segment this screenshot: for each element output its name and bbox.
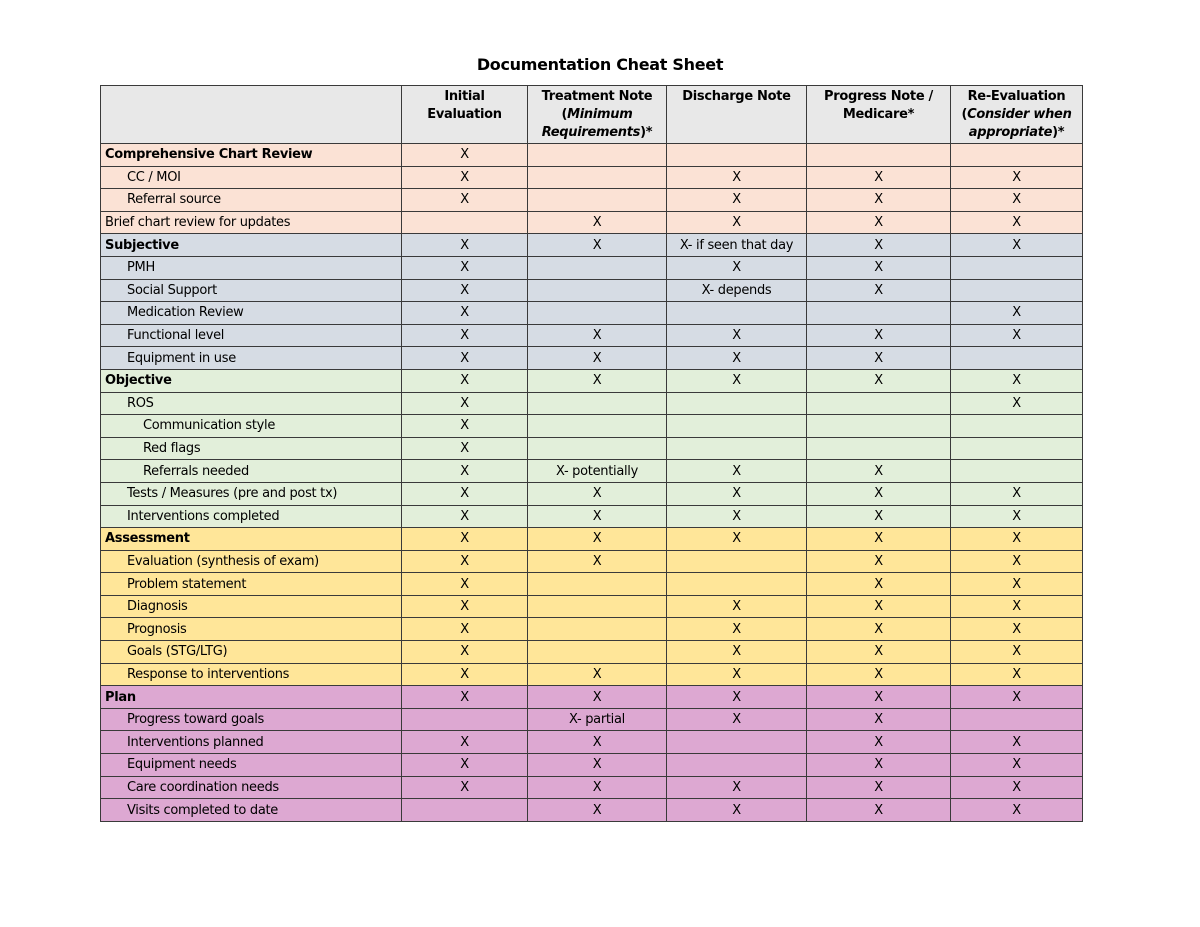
table-cell: X bbox=[951, 754, 1083, 777]
row-label: Visits completed to date bbox=[101, 799, 402, 822]
table-cell: X bbox=[528, 799, 667, 822]
table-row bbox=[101, 663, 1083, 686]
row-label: Medication Review bbox=[101, 302, 402, 325]
table-cell: X bbox=[951, 686, 1083, 709]
table-cell bbox=[667, 573, 807, 596]
table-cell: X bbox=[807, 708, 951, 731]
row-label: Care coordination needs bbox=[101, 776, 402, 799]
table-cell: X bbox=[667, 618, 807, 641]
table-cell: X bbox=[528, 550, 667, 573]
row-label: Objective bbox=[101, 369, 402, 392]
row-label: Prognosis bbox=[101, 618, 402, 641]
table-cell bbox=[951, 708, 1083, 731]
table-row bbox=[101, 437, 1083, 460]
table-cell: X- potentially bbox=[528, 460, 667, 483]
table-cell bbox=[528, 595, 667, 618]
table-cell: X bbox=[528, 776, 667, 799]
table-cell: X bbox=[951, 302, 1083, 325]
table-cell: X bbox=[402, 347, 528, 370]
table-cell: X bbox=[807, 211, 951, 234]
table-row bbox=[101, 166, 1083, 189]
table-row bbox=[101, 234, 1083, 257]
table-cell: X bbox=[951, 731, 1083, 754]
column-header bbox=[402, 86, 528, 144]
table-cell bbox=[402, 211, 528, 234]
table-cell: X bbox=[951, 799, 1083, 822]
table-cell: X bbox=[807, 731, 951, 754]
table-cell: X bbox=[528, 663, 667, 686]
table-row bbox=[101, 754, 1083, 777]
table-row bbox=[101, 256, 1083, 279]
table-cell bbox=[528, 641, 667, 664]
header-row bbox=[101, 86, 1083, 144]
table-cell: X bbox=[528, 505, 667, 528]
table-cell: X bbox=[402, 234, 528, 257]
table-cell: X bbox=[807, 166, 951, 189]
table-cell: X- if seen that day bbox=[667, 234, 807, 257]
table-cell bbox=[951, 279, 1083, 302]
row-label: Subjective bbox=[101, 234, 402, 257]
table-cell: X bbox=[951, 618, 1083, 641]
table-cell bbox=[528, 415, 667, 438]
table-row bbox=[101, 302, 1083, 325]
table-cell: X bbox=[667, 347, 807, 370]
page-title: Documentation Cheat Sheet bbox=[476, 55, 724, 74]
table-cell: X bbox=[667, 595, 807, 618]
table-cell bbox=[528, 279, 667, 302]
table-cell bbox=[528, 573, 667, 596]
column-header-text: Re-Evaluation ( bbox=[961, 89, 1066, 122]
row-label: Interventions completed bbox=[101, 505, 402, 528]
table-cell bbox=[667, 550, 807, 573]
table-cell: X bbox=[402, 256, 528, 279]
table-cell: X bbox=[528, 324, 667, 347]
table-cell: X bbox=[402, 302, 528, 325]
table-cell bbox=[528, 144, 667, 167]
table-cell: X bbox=[667, 166, 807, 189]
table-cell: X bbox=[807, 256, 951, 279]
table-row bbox=[101, 618, 1083, 641]
table-row bbox=[101, 528, 1083, 551]
table-cell: X bbox=[667, 482, 807, 505]
column-header bbox=[807, 86, 951, 144]
table-cell: X bbox=[667, 708, 807, 731]
column-header bbox=[951, 86, 1083, 144]
table-row bbox=[101, 347, 1083, 370]
column-header bbox=[528, 86, 667, 144]
column-header-text: Treatment Note ( bbox=[541, 89, 653, 122]
table-cell: X bbox=[667, 663, 807, 686]
table-cell: X- depends bbox=[667, 279, 807, 302]
table-row bbox=[101, 369, 1083, 392]
table-cell: X bbox=[402, 144, 528, 167]
table-cell: X bbox=[402, 528, 528, 551]
table-cell bbox=[807, 144, 951, 167]
row-label: Interventions planned bbox=[101, 731, 402, 754]
table-cell: X bbox=[402, 618, 528, 641]
table-cell: X bbox=[807, 324, 951, 347]
table-row bbox=[101, 211, 1083, 234]
table-cell bbox=[951, 144, 1083, 167]
table-cell bbox=[528, 618, 667, 641]
row-label: Assessment bbox=[101, 528, 402, 551]
table-row bbox=[101, 392, 1083, 415]
table-cell: X bbox=[402, 641, 528, 664]
table-row bbox=[101, 776, 1083, 799]
table-row bbox=[101, 731, 1083, 754]
table-cell: X bbox=[667, 324, 807, 347]
table-row bbox=[101, 686, 1083, 709]
table-cell: X bbox=[807, 528, 951, 551]
table-cell bbox=[951, 415, 1083, 438]
table-cell: X bbox=[951, 776, 1083, 799]
row-label: PMH bbox=[101, 256, 402, 279]
table-cell: X bbox=[951, 166, 1083, 189]
row-label: Red flags bbox=[101, 437, 402, 460]
table-cell: X bbox=[951, 482, 1083, 505]
table-cell: X bbox=[807, 460, 951, 483]
table-cell: X bbox=[807, 505, 951, 528]
table-cell bbox=[528, 392, 667, 415]
table-row bbox=[101, 799, 1083, 822]
table-cell: X bbox=[402, 573, 528, 596]
table-cell: X bbox=[528, 482, 667, 505]
table-row bbox=[101, 189, 1083, 212]
table-cell bbox=[528, 302, 667, 325]
row-label: Referral source bbox=[101, 189, 402, 212]
table-cell bbox=[807, 415, 951, 438]
table-cell: X bbox=[951, 234, 1083, 257]
table-cell bbox=[402, 708, 528, 731]
table-cell: X bbox=[807, 482, 951, 505]
table-row bbox=[101, 460, 1083, 483]
table-cell: X bbox=[807, 550, 951, 573]
table-cell: X bbox=[528, 731, 667, 754]
table-cell bbox=[667, 731, 807, 754]
table-cell: X bbox=[807, 754, 951, 777]
table-cell: X bbox=[951, 505, 1083, 528]
table-cell: X bbox=[807, 347, 951, 370]
table-cell bbox=[667, 302, 807, 325]
table-cell bbox=[528, 437, 667, 460]
table-cell: X bbox=[402, 663, 528, 686]
table-cell: X bbox=[667, 256, 807, 279]
row-label: Response to interventions bbox=[101, 663, 402, 686]
row-label: Tests / Measures (pre and post tx) bbox=[101, 482, 402, 505]
row-label: Equipment in use bbox=[101, 347, 402, 370]
table-cell bbox=[951, 460, 1083, 483]
table-cell: X bbox=[528, 234, 667, 257]
table-cell: X bbox=[667, 211, 807, 234]
table-cell: X bbox=[807, 663, 951, 686]
table-cell bbox=[667, 754, 807, 777]
row-label: Equipment needs bbox=[101, 754, 402, 777]
table-cell: X bbox=[402, 437, 528, 460]
table-cell: X bbox=[951, 528, 1083, 551]
table-cell: X bbox=[951, 663, 1083, 686]
row-label: Referrals needed bbox=[101, 460, 402, 483]
documentation-table bbox=[100, 85, 1083, 822]
table-row bbox=[101, 324, 1083, 347]
column-header-text: Progress Note / Medicare* bbox=[823, 89, 934, 122]
table-cell bbox=[667, 144, 807, 167]
table-cell: X bbox=[667, 686, 807, 709]
table-row bbox=[101, 144, 1083, 167]
table-cell: X bbox=[402, 415, 528, 438]
table-cell: X bbox=[807, 799, 951, 822]
table-cell: X bbox=[951, 595, 1083, 618]
table-cell: X bbox=[807, 618, 951, 641]
row-label: Diagnosis bbox=[101, 595, 402, 618]
table-cell: X bbox=[807, 641, 951, 664]
table-cell: X- partial bbox=[528, 708, 667, 731]
table-cell: X bbox=[402, 324, 528, 347]
column-header-text: Consider when appropriate bbox=[967, 107, 1072, 140]
table-cell: X bbox=[402, 686, 528, 709]
table-cell bbox=[528, 256, 667, 279]
row-label: Functional level bbox=[101, 324, 402, 347]
row-label: CC / MOI bbox=[101, 166, 402, 189]
column-header-text: Minimum Requirements bbox=[541, 107, 641, 140]
table-cell: X bbox=[951, 550, 1083, 573]
table-cell: X bbox=[402, 595, 528, 618]
table-cell: X bbox=[951, 573, 1083, 596]
table-cell: X bbox=[402, 505, 528, 528]
column-header-text: )* bbox=[1052, 125, 1065, 140]
table-cell: X bbox=[951, 189, 1083, 212]
table-cell: X bbox=[807, 279, 951, 302]
row-label: Brief chart review for updates bbox=[101, 211, 402, 234]
table-row bbox=[101, 595, 1083, 618]
table-cell: X bbox=[402, 369, 528, 392]
column-header-text: Initial Evaluation bbox=[427, 89, 502, 122]
row-label: Comprehensive Chart Review bbox=[101, 144, 402, 167]
table-cell bbox=[528, 189, 667, 212]
table-cell bbox=[807, 302, 951, 325]
table-cell bbox=[951, 256, 1083, 279]
table-cell: X bbox=[667, 799, 807, 822]
table-cell: X bbox=[402, 392, 528, 415]
table-cell: X bbox=[951, 211, 1083, 234]
row-label: Progress toward goals bbox=[101, 708, 402, 731]
table-cell bbox=[667, 415, 807, 438]
column-header-text: )* bbox=[640, 125, 653, 140]
row-label: Problem statement bbox=[101, 573, 402, 596]
table-cell: X bbox=[402, 460, 528, 483]
table-cell: X bbox=[402, 482, 528, 505]
table-cell: X bbox=[667, 505, 807, 528]
table-cell: X bbox=[807, 189, 951, 212]
table-cell: X bbox=[402, 279, 528, 302]
table-row bbox=[101, 641, 1083, 664]
table-cell: X bbox=[807, 234, 951, 257]
row-label: Social Support bbox=[101, 279, 402, 302]
table-cell bbox=[807, 437, 951, 460]
table-cell bbox=[667, 392, 807, 415]
table-row bbox=[101, 415, 1083, 438]
table-cell: X bbox=[667, 189, 807, 212]
table-cell bbox=[402, 799, 528, 822]
table-cell bbox=[951, 437, 1083, 460]
row-label: Evaluation (synthesis of exam) bbox=[101, 550, 402, 573]
table-cell: X bbox=[951, 369, 1083, 392]
table-cell: X bbox=[667, 776, 807, 799]
table-cell: X bbox=[951, 392, 1083, 415]
row-label: Plan bbox=[101, 686, 402, 709]
table-row bbox=[101, 708, 1083, 731]
table-cell: X bbox=[402, 776, 528, 799]
table-row bbox=[101, 279, 1083, 302]
table-cell: X bbox=[528, 686, 667, 709]
table-cell bbox=[951, 347, 1083, 370]
table-row bbox=[101, 482, 1083, 505]
table-row bbox=[101, 550, 1083, 573]
row-label: Communication style bbox=[101, 415, 402, 438]
table-cell: X bbox=[402, 189, 528, 212]
table-cell: X bbox=[807, 595, 951, 618]
table-cell bbox=[528, 166, 667, 189]
table-cell: X bbox=[667, 528, 807, 551]
table-cell: X bbox=[951, 324, 1083, 347]
table-cell: X bbox=[528, 347, 667, 370]
table-row bbox=[101, 573, 1083, 596]
table-cell: X bbox=[528, 369, 667, 392]
row-label: ROS bbox=[101, 392, 402, 415]
table-cell: X bbox=[951, 641, 1083, 664]
table-cell: X bbox=[402, 550, 528, 573]
table-cell: X bbox=[402, 166, 528, 189]
table-cell: X bbox=[528, 211, 667, 234]
table-cell: X bbox=[528, 754, 667, 777]
table-cell: X bbox=[667, 460, 807, 483]
header-corner-cell bbox=[101, 86, 402, 144]
table-cell bbox=[807, 392, 951, 415]
table-cell: X bbox=[528, 528, 667, 551]
table-cell: X bbox=[402, 754, 528, 777]
row-label: Goals (STG/LTG) bbox=[101, 641, 402, 664]
column-header-text: Discharge Note bbox=[682, 89, 791, 104]
table-cell: X bbox=[667, 641, 807, 664]
table-cell: X bbox=[807, 369, 951, 392]
table-cell: X bbox=[807, 776, 951, 799]
column-header bbox=[667, 86, 807, 144]
table-cell: X bbox=[807, 686, 951, 709]
table-cell: X bbox=[667, 369, 807, 392]
table-cell bbox=[667, 437, 807, 460]
table-cell: X bbox=[807, 573, 951, 596]
table-cell: X bbox=[402, 731, 528, 754]
table-row bbox=[101, 505, 1083, 528]
